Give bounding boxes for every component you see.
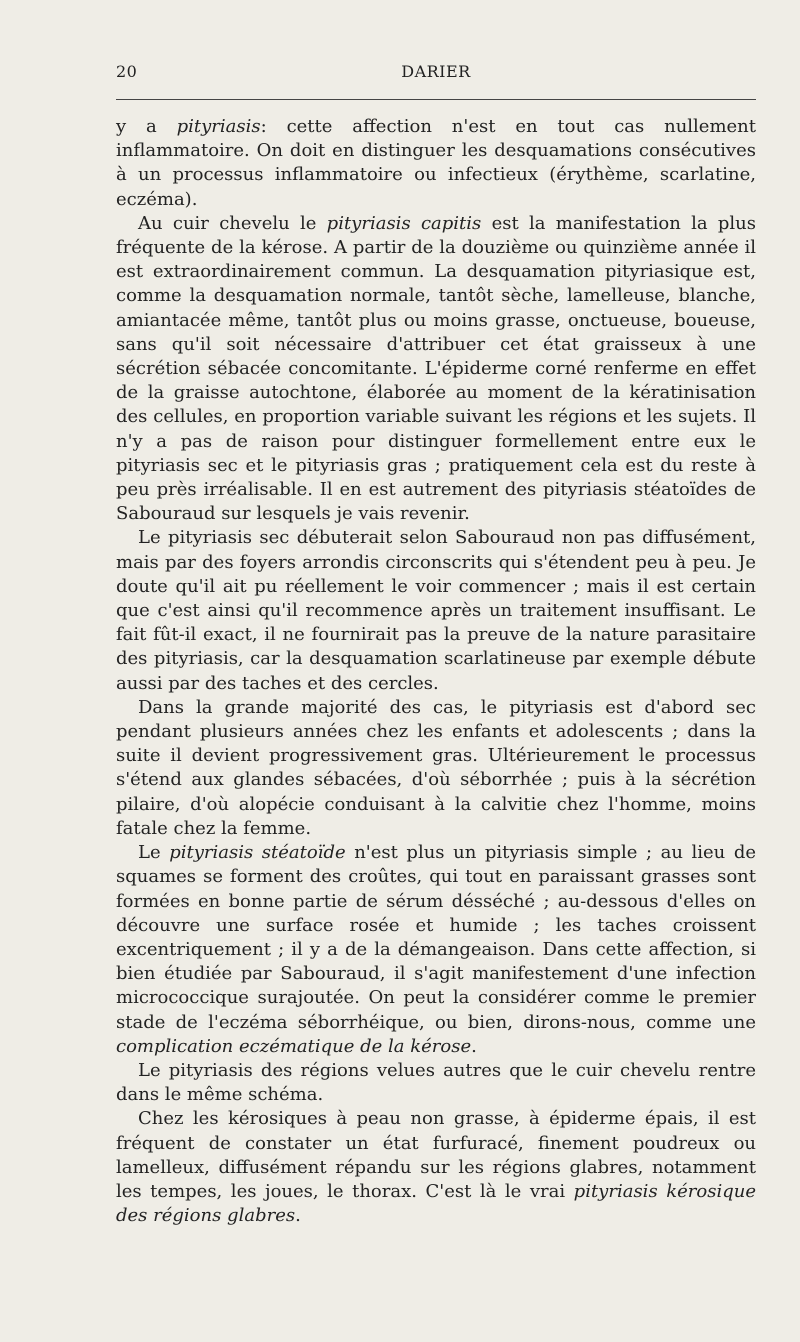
text-segment: Chez les kérosiques à peau non grasse, à épiderme épais, il est fréquent de constater un état furfuracé, finement poudreux ou lamelleux, diffusément répandu sur les régions glabres, notamment les tempes, les joues, le thorax. C'est là le vrai bbox=[116, 1108, 756, 1202]
text-segment: . bbox=[295, 1205, 301, 1227]
text-segment: Le bbox=[138, 842, 170, 864]
paragraph bbox=[116, 1107, 756, 1228]
text-segment: n'est plus un pityriasis simple ; au lieu de squames se forment des croûtes, qui tout en paraissant grasses sont formées en bonne partie de sérum désséché ; au-dessous d'elles on découvre une surface rosée et humide ; les taches croissent excentriquement ; il y a de la démangeaison. Dans cette affection, si bien étudiée par Sabouraud, il s'agit manifestement d'une infection micrococcique surajoutée. On peut la considérer comme le premier stade de l'eczéma séborrhéique, ou bien, dirons-nous, comme une bbox=[116, 842, 757, 1033]
italic-segment: complication eczématique de la kérose bbox=[116, 1035, 472, 1057]
italic-segment: pityriasis stéatoïde bbox=[169, 842, 346, 864]
italic-segment: pityriasis kérosique des régions glabres bbox=[116, 1180, 756, 1227]
paragraph bbox=[116, 841, 756, 1059]
paragraph bbox=[116, 212, 756, 527]
header-rule bbox=[116, 99, 756, 100]
paragraph bbox=[116, 696, 756, 841]
text-segment: y a bbox=[116, 116, 177, 137]
text-segment: . bbox=[471, 1035, 477, 1057]
page-number: 20 bbox=[116, 62, 138, 81]
paragraph bbox=[116, 115, 756, 212]
text-segment: : cette affection n'est en tout cas nullement inflammatoire. On doit en distinguer les desquamations consécutives à un processus inflammatoire ou infectieux (érythème, scarlatine, eczéma). bbox=[116, 116, 756, 210]
paragraph bbox=[116, 1059, 756, 1107]
italic-segment: pityriasis capitis bbox=[326, 212, 482, 234]
italic-segment: pityriasis bbox=[176, 116, 261, 137]
text-segment: Dans la grande majorité des cas, le pityriasis est d'abord sec pendant plusieurs années chez les enfants et adolescents ; dans la suite il devient progressivement gras. Ultérieurement le processus s'étend aux glandes sébacées, d'où séborrhée ; puis à la sécrétion pilaire, d'où alopécie conduisant à la calvitie chez l'homme, moins fatale chez la femme. bbox=[116, 696, 756, 839]
body-text bbox=[116, 115, 756, 1228]
text-segment: Le pityriasis sec débuterait selon Sabouraud non pas diffusément, mais par des foyers arrondis circonscrits qui s'étendent peu à peu. Je doute qu'il ait pu réellement le voir commencer ; mais il est certain que c'est ainsi qu'il recommence après un traitement insuffisant. Le fait fût-il exact, il ne fournirait pas la preuve de la nature parasitaire des pityriasis, car la desquamation scarlatineuse par exemple débute aussi par des taches et des cercles. bbox=[116, 527, 756, 694]
page-header bbox=[116, 62, 756, 86]
text-segment: Le pityriasis des régions velues autres que le cuir chevelu rentre dans le même schéma. bbox=[116, 1059, 756, 1106]
text-segment: est la manifestation la plus fréquente de la kérose. A partir de la douzième ou quinzième année il est extraordinairement commun. La desquamation pityriasique est, comme la desquamation normale, tantôt sèche, lamelleuse, blanche, amiantacée même, tantôt plus ou moins grasse, onctueuse, boueuse, sans qu'il soit nécessaire d'attribuer cet état graisseux à une sécrétion sébacée concomitante. L'épiderme corné renferme en effet de la graisse autochtone, élaborée au moment de la kératinisation des cellules, en proportion variable suivant les régions et les sujets. Il n'y a pas de raison pour distinguer formellement entre eux le pityriasis sec et le pityriasis gras ; pratiquement cela est du reste à peu près irréalisable. Il en est autrement des pityriasis stéatoïdes de Sabouraud sur lesquels je vais revenir. bbox=[116, 212, 756, 525]
running-head: DARIER bbox=[401, 62, 471, 81]
text-segment: Au cuir chevelu le bbox=[138, 212, 327, 234]
paragraph bbox=[116, 526, 756, 695]
